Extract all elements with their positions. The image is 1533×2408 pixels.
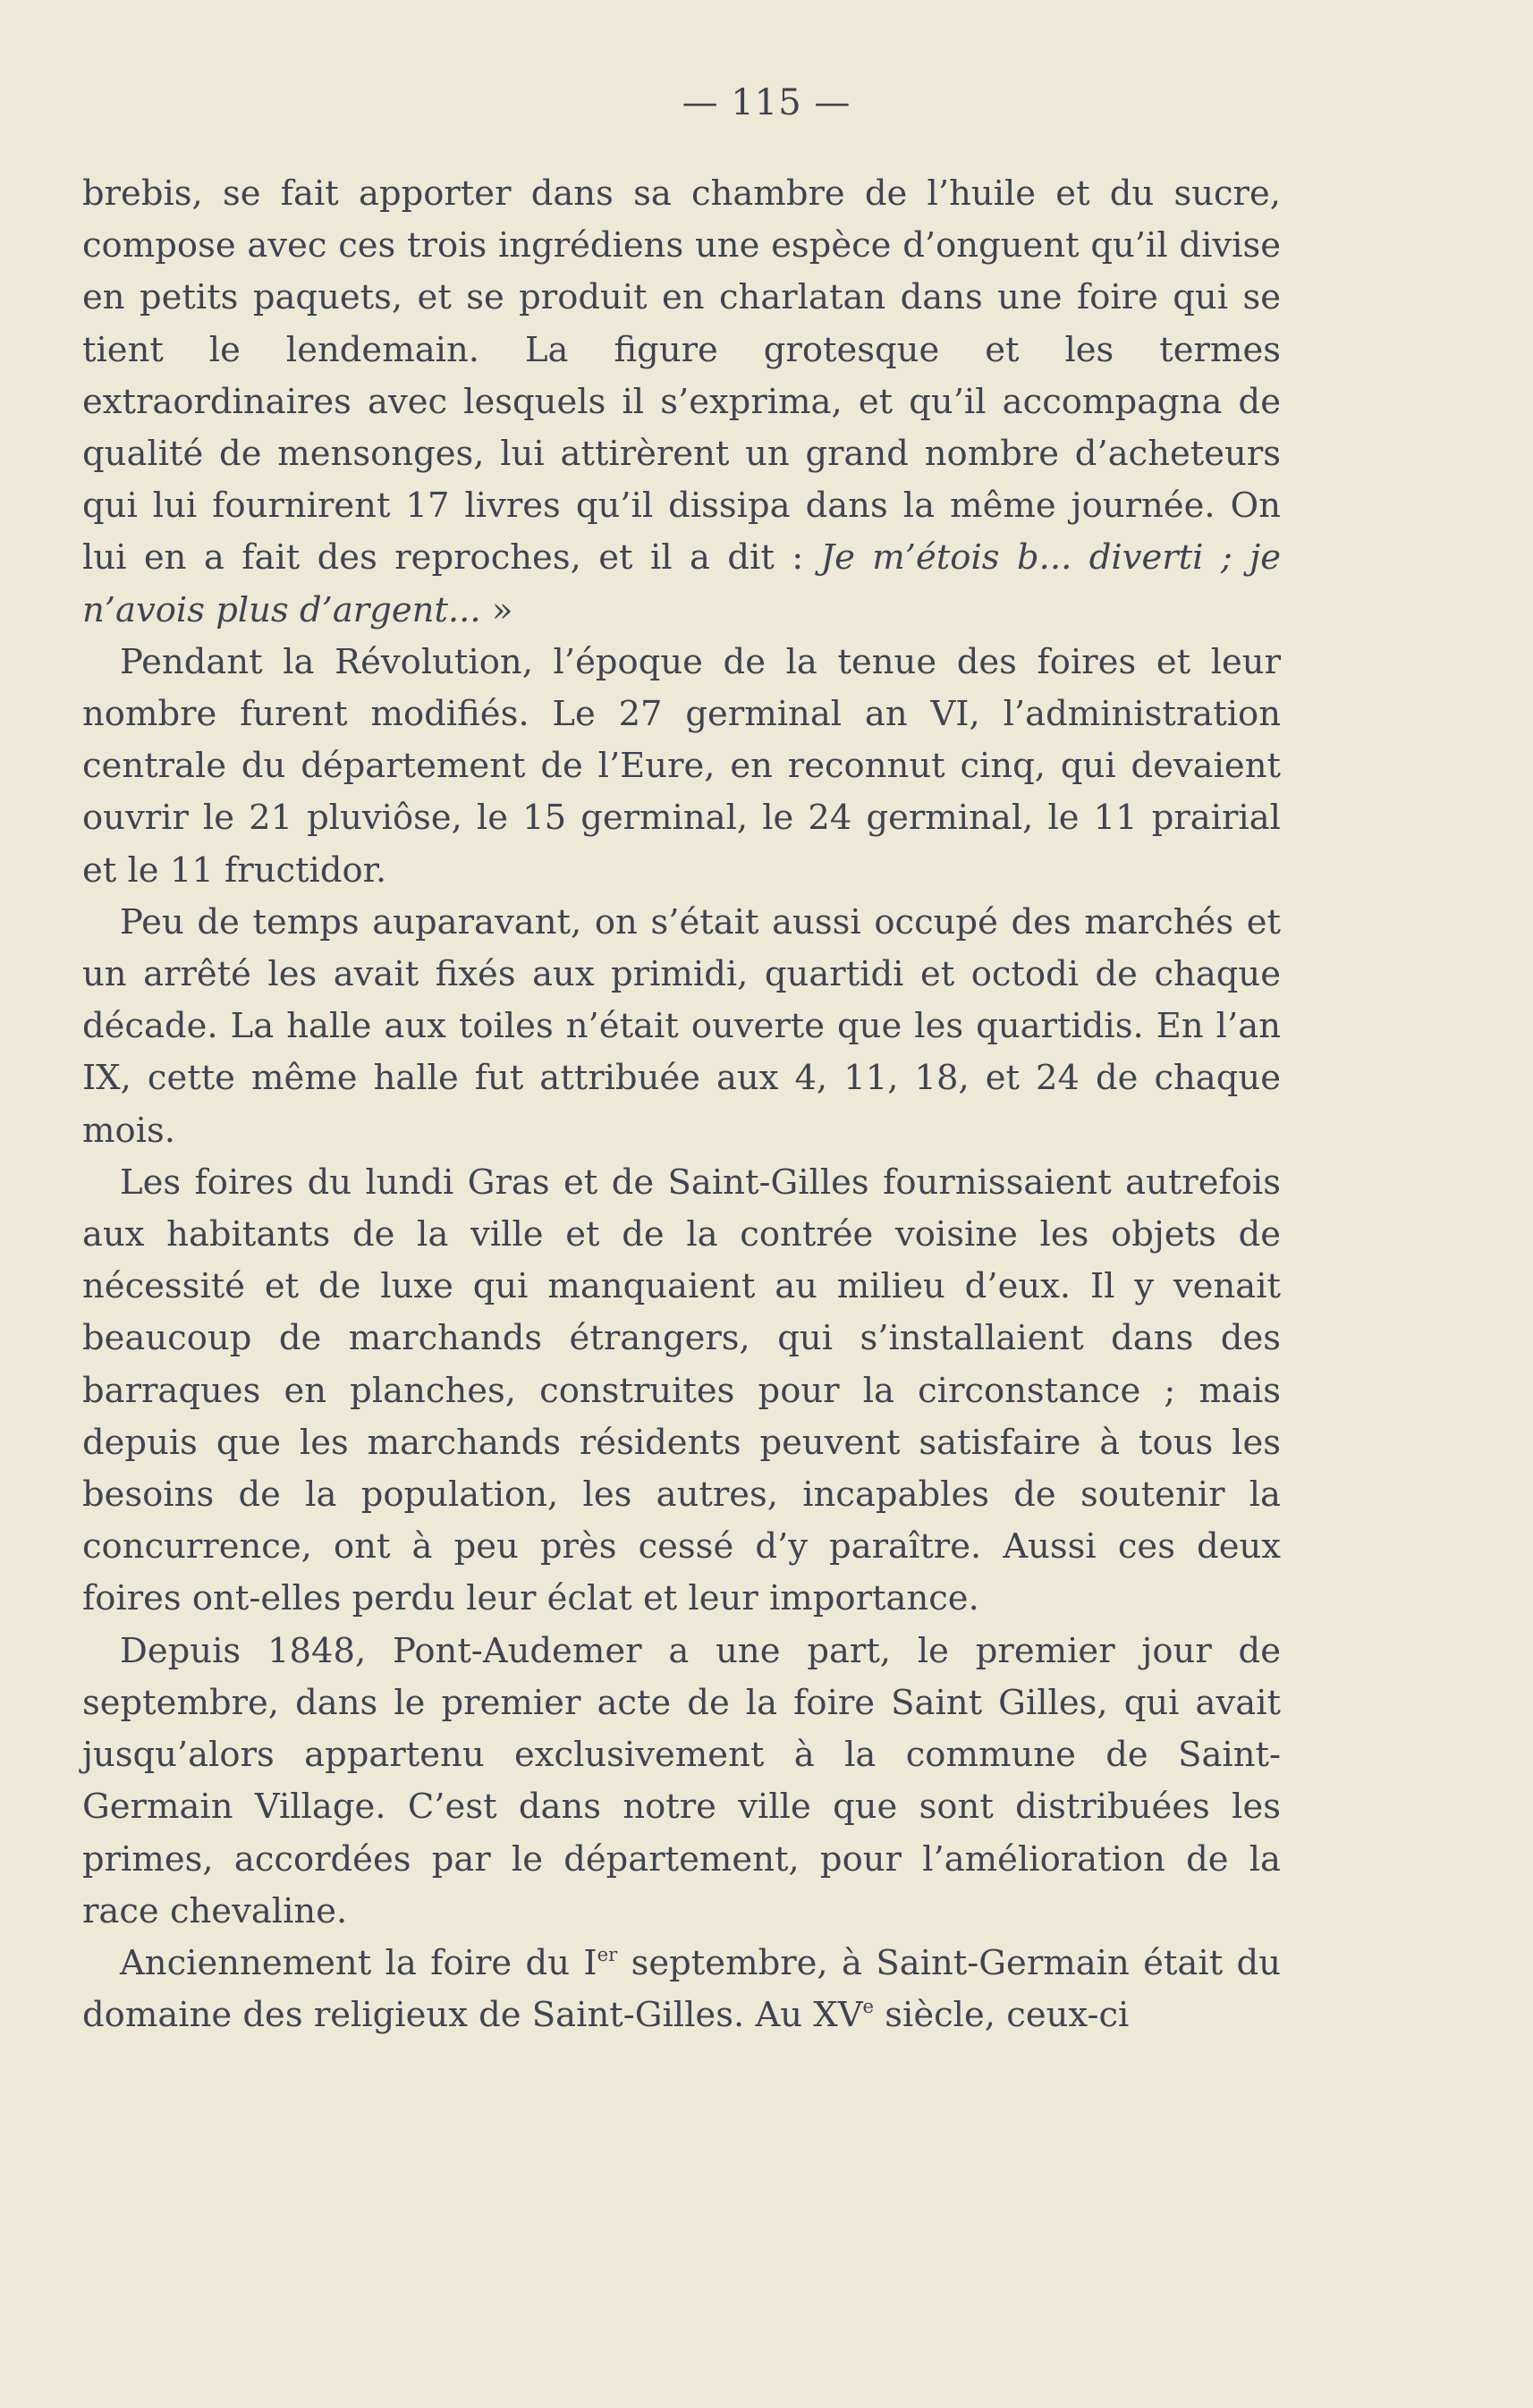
paragraph-6-part-a: Anciennement la foire du I — [120, 1942, 597, 1983]
closing-quote-mark: » — [480, 589, 513, 630]
page-number: — 115 — — [682, 82, 851, 123]
paragraph-5: Depuis 1848, Pont-Audemer a une part, le premier jour de septembre, dans le premier acte de la foire Saint Gilles, qui avait jusqu’alors appartenu exclusivement à la commune de Saint-Germain Village. C’est dans notre ville que sont distribuées les primes, accordées par le département, pour l’amélioration de la race chevaline. — [82, 1630, 1281, 1931]
quoted-remark: Je m’étois b... diverti ; je n’avois plus d’argent... — [82, 537, 1281, 630]
paragraph-6 — [82, 1938, 1281, 2041]
paragraph-4: Les foires du lundi Gras et de Saint-Gilles fournissaient autrefois aux habitants de la ville et de la contrée voisine les objets de nécessité et de luxe qui manquaient au milieu d’eux. Il y venait beaucoup de marchands étrangers, qui s’installaient dans des barraques en planches, construites pour la circonstance ; mais depuis que les marchands résidents peuvent satisfaire à tous les besoins de la population, les autres, incapables de soutenir la concurrence, ont à peu près cessé d’y paraître. Aussi ces deux foires ont-elles perdu leur éclat et leur importance. — [82, 1162, 1281, 1619]
body-text — [82, 168, 1281, 2041]
paragraph-2: Pendant la Révolution, l’époque de la tenue des foires et leur nombre furent modifiés. Le 27 germinal an VI, l’administration centrale du département de l’Eure, en reconnut cinq, qui devaient ouvrir le 21 pluviôse, le 15 germinal, le 24 germinal, le 11 prairial et le 11 fructidor. — [82, 641, 1281, 891]
paragraph-6-part-b: septembre, à Saint-Germain était du domaine des religieux de Saint-Gilles. Au XV — [82, 1942, 1282, 2036]
century-superscript: e — [862, 1995, 875, 2018]
paragraph-3: Peu de temps auparavant, on s’était aussi occupé des marchés et un arrêté les avait fixés aux primidi, quartidi et octodi de chaque décade. La halle aux toiles n’était ouverte que les quartidis. En l’an IX, cette même halle fut attribuée aux 4, 11, 18, et 24 de chaque mois. — [82, 901, 1281, 1151]
paragraph-1-text: brebis, se fait apporter dans sa chambre de l’huile et du sucre, compose avec ces trois ingrédiens une espèce d’onguent qu’il divise en petits paquets, et se produit en charlatan dans une foire qui se tient le lendemain. La figure grotesque et les termes extraordinaires avec lesquels il s’exprima, et qu’il accompagna de qualité de mensonges, lui attirèrent un grand nombre d’acheteurs qui lui fournirent 17 livres qu’il dissipa dans la même journée. On lui en a fait des reproches, et il a dit : — [82, 173, 1281, 579]
paragraph-1 — [82, 168, 1281, 637]
ordinal-superscript: er — [597, 1943, 618, 1966]
paragraph-6-part-c: siècle, ceux-ci — [874, 1995, 1130, 2036]
